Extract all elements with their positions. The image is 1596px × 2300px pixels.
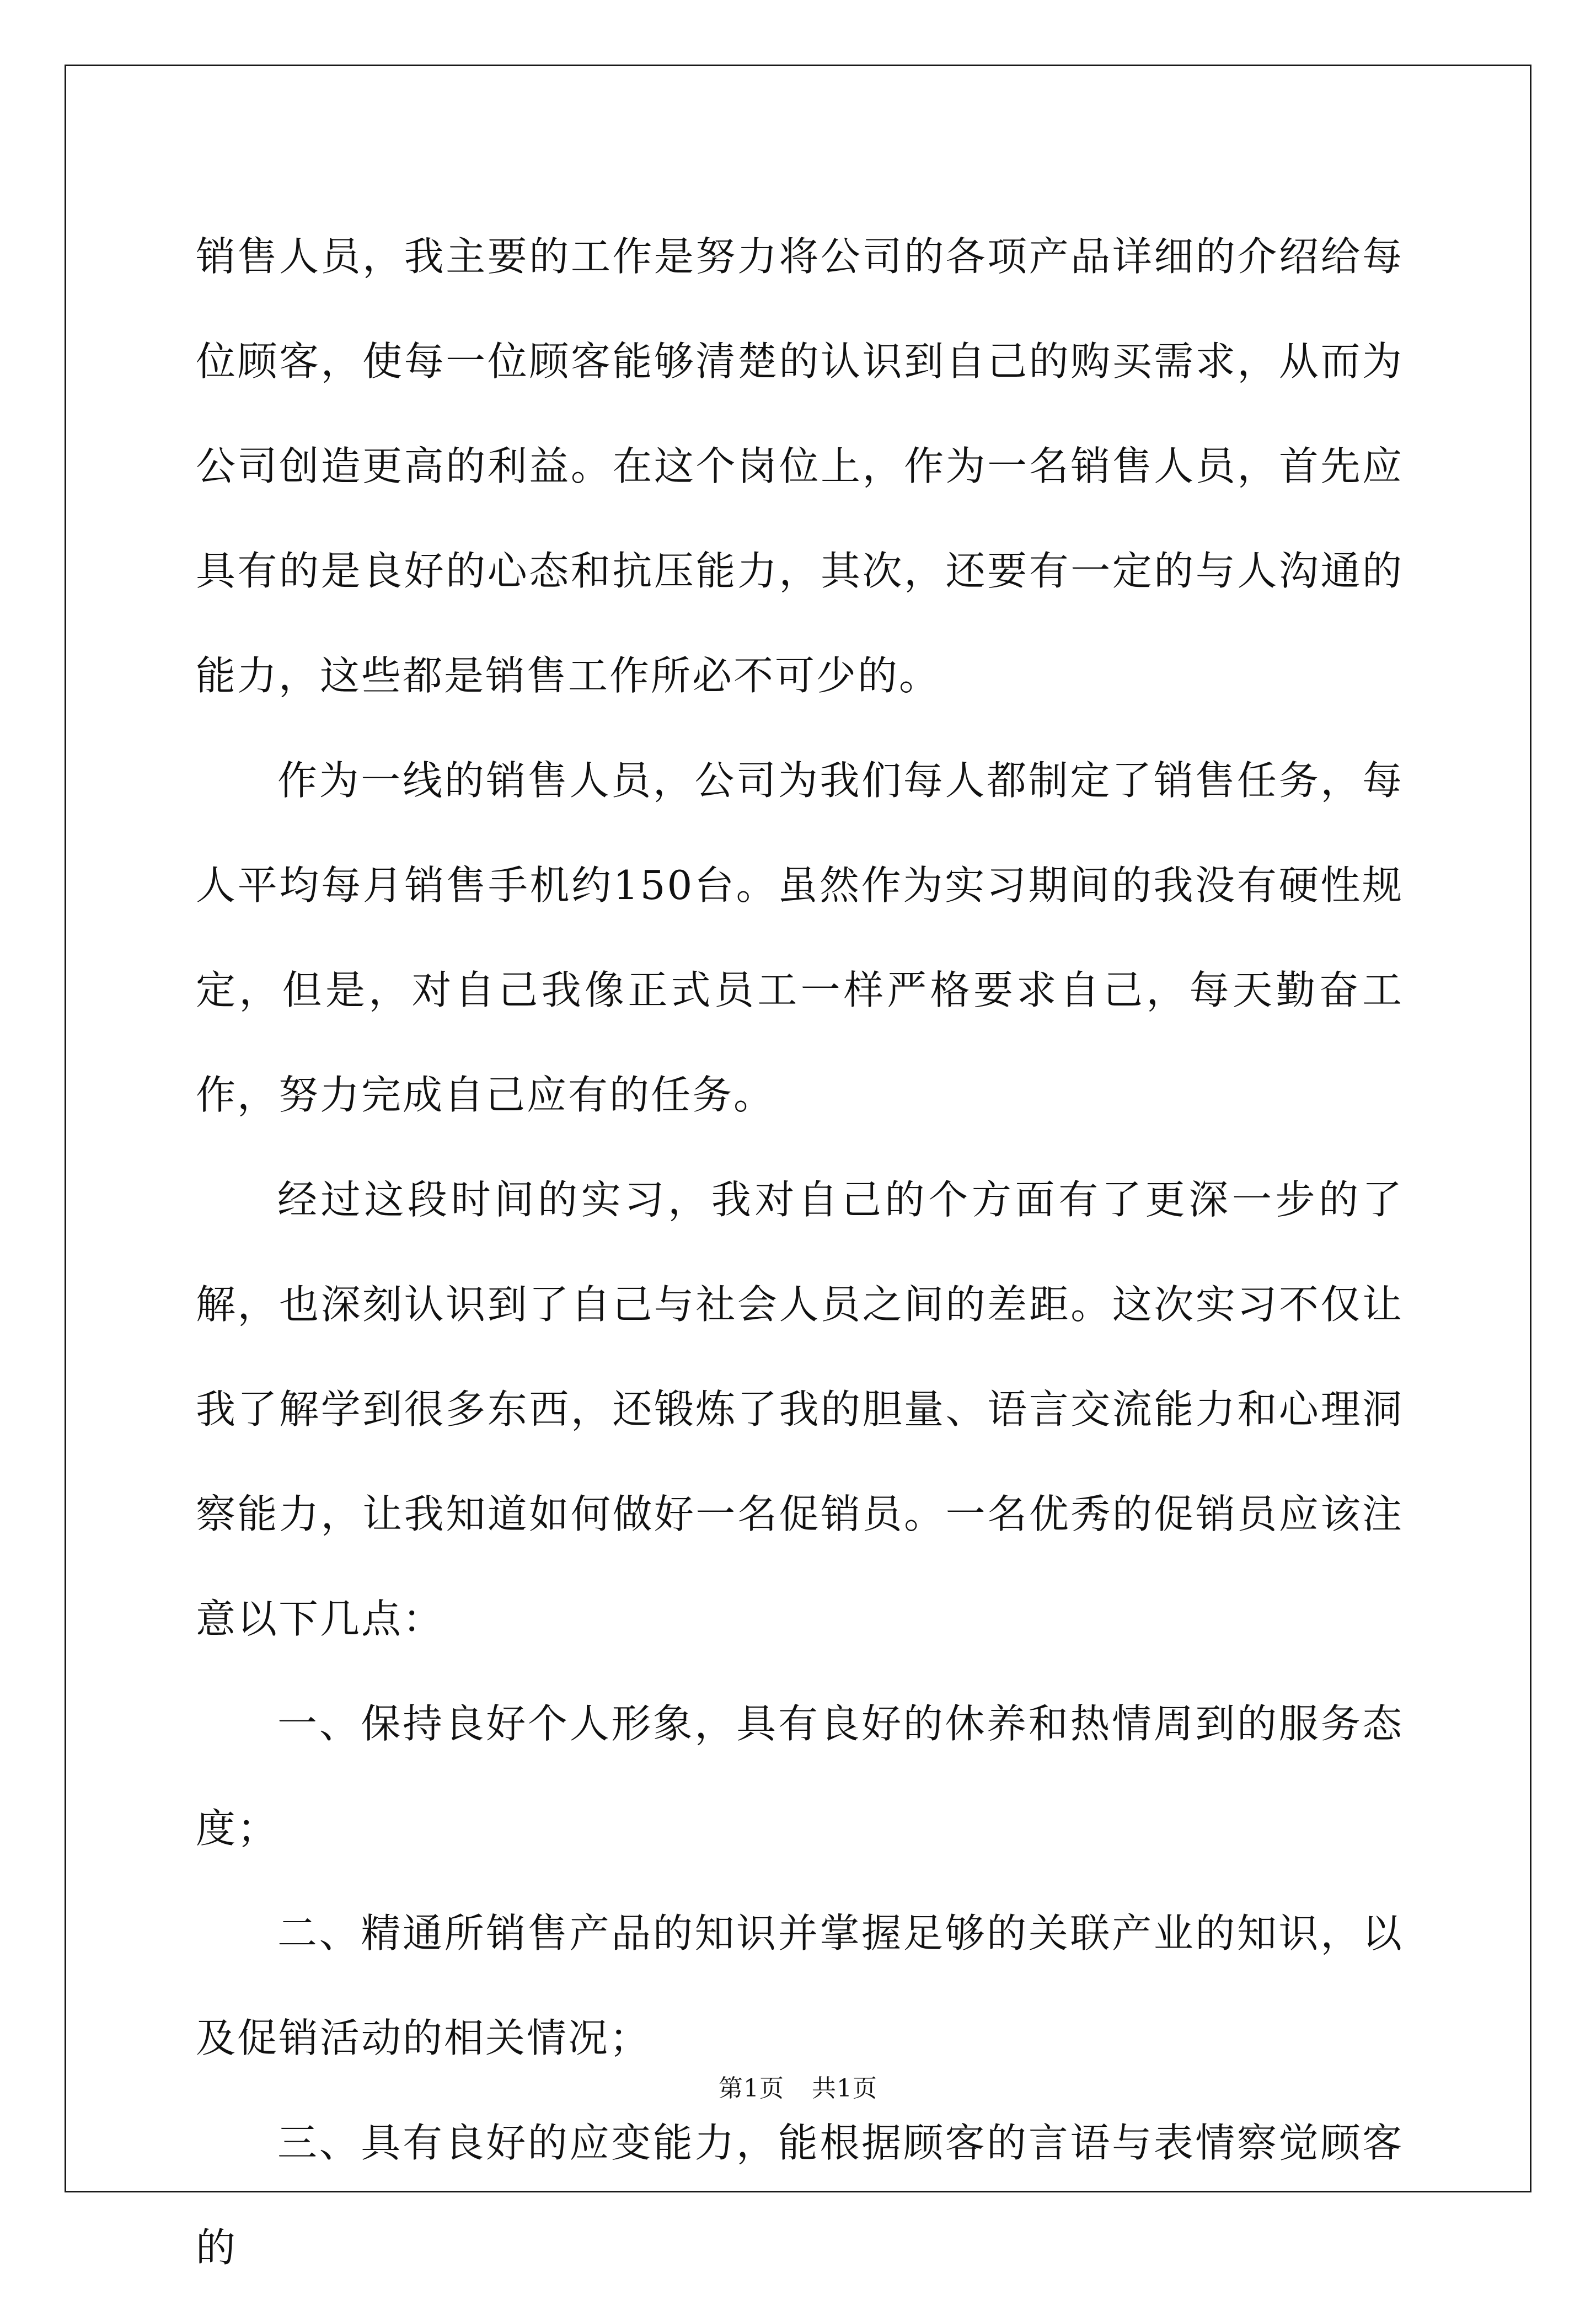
paragraph: 销售人员，我主要的工作是努力将公司的各项产品详细的介绍给每位顾客，使每一位顾客能够清楚的认识到自己的购买需求，从而为公司创造更高的利益。在这个岗位上，作为一名销售人员，首先应具有的是良好的心态和抗压能力，其次，还要有一定的与人沟通的能力，这些都是销售工作所必不可少的。 [196,233,1404,699]
page-number: 第1页 [719,2074,784,2103]
paragraph: 一、保持良好个人形象，具有良好的休养和热情周到的服务态度； [196,1700,1404,1852]
paragraph: 经过这段时间的实习，我对自己的个方面有了更深一步的了解，也深刻认识到了自己与社会人员之间的差距。这次实习不仅让我了解学到很多东西，还锻炼了我的胆量、语言交流能力和心理洞察能力，让我知道如何做好一名促销员。一名优秀的促销员应该注意以下几点： [196,1176,1404,1642]
paragraph: 二、精通所销售产品的知识并掌握足够的关联产业的知识，以及促销活动的相关情况； [196,1910,1404,2061]
document-body [196,204,1404,2300]
page-total: 共1页 [812,2074,877,2103]
paragraph: 三、具有良好的应变能力，能根据顾客的言语与表情察觉顾客的 [196,2120,1404,2271]
page-footer [0,2072,1596,2105]
paragraph: 作为一线的销售人员，公司为我们每人都制定了销售任务，每人平均每月销售手机约150台。虽然作为实习期间的我没有硬性规定，但是，对自己我像正式员工一样严格要求自己，每天勤奋工作，努力完成自己应有的任务。 [196,757,1404,1118]
